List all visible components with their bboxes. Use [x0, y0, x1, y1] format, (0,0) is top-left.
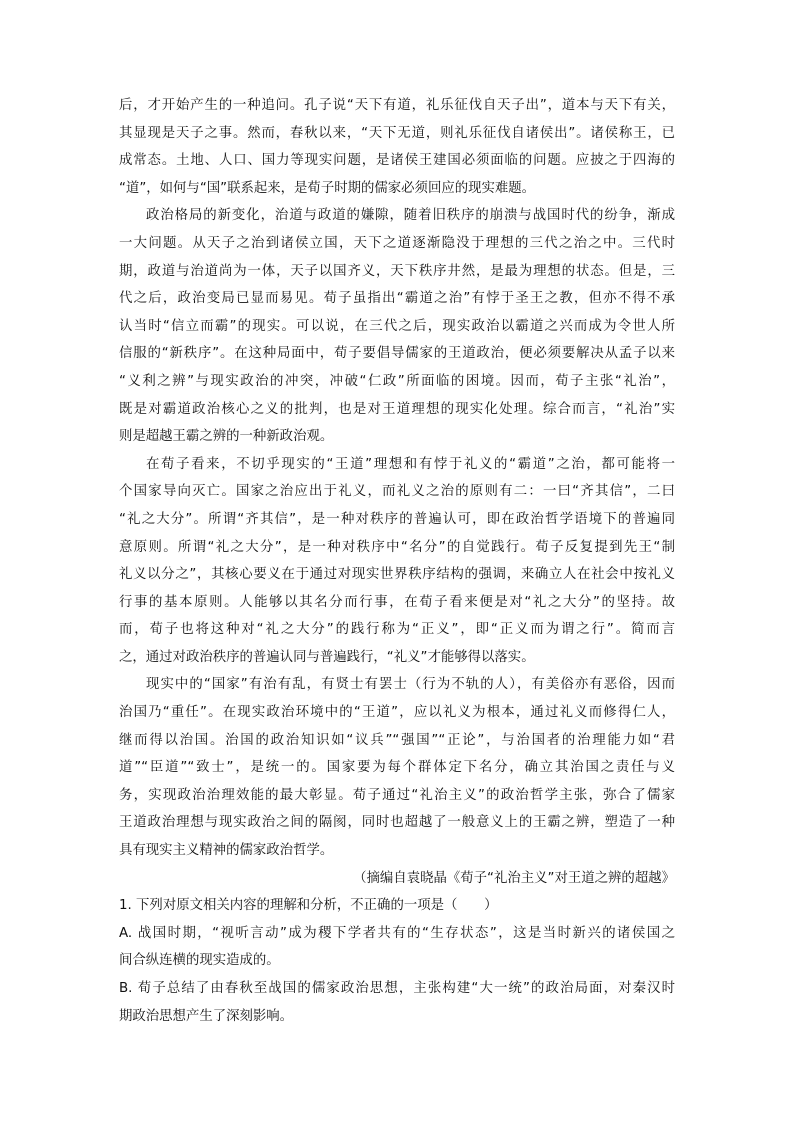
text-line: 一大问题。从天子之治到诸侯立国，天下之道逐渐隐没于理想的三代之治之中。三代时 — [119, 235, 675, 251]
text-line: “道”，如何与“国”联系起来，是荀子时期的儒家必须回应的现实难题。 — [119, 180, 536, 196]
text-line: 则是超越王霸之辨的一种新政治观。 — [119, 429, 334, 445]
paragraph — [119, 92, 675, 202]
option-b — [119, 975, 675, 1030]
text-line: 礼义以分之”，其核心要义在于通过对现实世界秩序结构的强调，来确立人在社会中按礼义 — [119, 567, 675, 583]
option-a — [119, 920, 675, 975]
text-line: 政治格局的新变化，治道与政道的嫌隙，随着旧秩序的崩溃与战国时代的纷争，渐成 — [146, 208, 675, 224]
text-line: 期，政道与治道尚为一体，天子以国齐义，天下秩序井然，是最为理想的状态。但是，三 — [119, 263, 675, 279]
option-line: 期政治思想产生了深刻影响。 — [119, 1008, 294, 1024]
text-line: 成常态。土地、人口、国力等现实问题，是诸侯王建国必须面临的问题。应披之于四海的 — [119, 153, 675, 169]
option-line: 间合纵连横的现实造成的。 — [119, 953, 280, 969]
text-line: 意原则。所谓“礼之大分”，是一种对秩序中“名分”的自觉践行。荀子反复提到先王“制 — [119, 539, 675, 555]
paragraph — [119, 202, 675, 450]
text-line: 行事的基本原则。人能够以其名分而行事，在荀子看来便是对“礼之大分”的坚持。故 — [119, 594, 675, 610]
text-line: 后，才开始产生的一种追问。孔子说“天下有道，礼乐征伐自天子出”，道本与天下有关， — [119, 98, 675, 113]
text-line: 个国家导向灭亡。国家之治应出于礼义，而礼义之治的原则有二：一曰“齐其信”，二曰 — [119, 484, 675, 500]
text-line: 既是对霸道政治核心之义的批判，也是对王道理想的现实化处理。综合而言，“礼治”实 — [119, 401, 675, 417]
text-line: 王道政治理想与现实政治之间的隔阂，同时也超越了一般意义上的王霸之辨，塑造了一种 — [119, 815, 675, 831]
paragraph — [119, 671, 675, 864]
text-line: “礼之大分”。所谓“齐其信”，是一种对秩序的普遍认可，即在政治哲学语境下的普遍同 — [119, 511, 675, 527]
option-line: B. 荀子总结了由春秋至战国的儒家政治思想，主张构建“大一统”的政治局面，对秦汉时 — [119, 981, 675, 996]
text-line: 之，通过对政治秩序的普遍认同与普遍践行，“礼义”才能够得以落实。 — [119, 649, 535, 665]
question — [119, 892, 675, 1030]
source-citation: （摘编自袁晓晶《荀子“礼治主义”对王道之辨的超越》 — [353, 870, 675, 886]
text-line: 现实中的“国家”有治有乱，有贤士有罢士（行为不轨的人），有美俗亦有恶俗，因而 — [146, 677, 675, 693]
text-line: “义利之辨”与现实政治的冲突，冲破“仁政”所面临的困境。因而，荀子主张“礼治”， — [119, 373, 675, 389]
text-line: 继而得以治国。治国的政治知识如“议兵”“强国”“正论”，与治国者的治理能力如“君 — [119, 732, 675, 748]
text-line: 而，荀子也将这种对“礼之大分”的践行称为“正义”，即“正义而为谓之行”。简而言 — [119, 622, 675, 638]
question-stem: 1. 下列对原文相关内容的理解和分析，不正确的一项是（ ） — [119, 898, 498, 914]
text-line: 道”“臣道”“致士”，是统一的。国家要为每个群体定下名分，确立其治国之责任与义 — [119, 760, 675, 776]
paragraph — [119, 451, 675, 672]
text-line: 具有现实主义精神的儒家政治哲学。 — [119, 843, 334, 859]
text-line: 治国乃“重任”。在现实政治环境中的“王道”，应以礼义为根本，通过礼义而修得仁人， — [119, 705, 675, 721]
text-line: 在荀子看来，不切乎现实的“王道”理想和有悖于礼义的“霸道”之治，都可能将一 — [146, 456, 675, 472]
text-line: 信服的“新秩序”。在这种局面中，荀子要倡导儒家的王道政治，便必须要解决从孟子以来 — [119, 346, 675, 362]
text-line: 务，实现政治治理效能的最大彰显。荀子通过“礼治主义”的政治哲学主张，弥合了儒家 — [119, 787, 675, 803]
option-line: A. 战国时期，“视听言动”成为稷下学者共有的“生存状态”，这是当时新兴的诸侯国之 — [119, 925, 675, 941]
text-line: 其显现是天子之事。然而，春秋以来，“天下无道，则礼乐征伐自诸侯出”。诸侯称王，已 — [119, 125, 675, 141]
document-page — [119, 92, 675, 1030]
text-line: 认当时“信立而霸”的现实。可以说，在三代之后，现实政治以霸道之兴而成为令世人所 — [119, 318, 675, 334]
text-line: 代之后，政治变局已显而易见。荀子虽指出“霸道之治”有悖于圣王之教，但亦不得不承 — [119, 291, 675, 307]
